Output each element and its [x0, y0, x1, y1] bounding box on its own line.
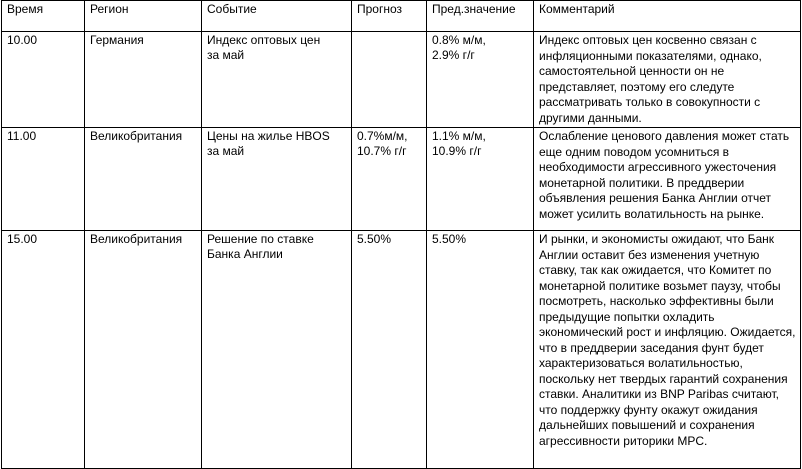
cell-time: 15.00	[2, 231, 85, 469]
header-row	[2, 1, 801, 32]
header-event: Событие	[202, 1, 352, 32]
header-previous: Пред.значение	[427, 1, 534, 32]
table-row	[2, 32, 801, 128]
cell-event: Индекс оптовых цен за май	[202, 32, 352, 128]
cell-previous: 1.1% м/м, 10.9% г/г	[427, 128, 534, 231]
cell-time: 10.00	[2, 32, 85, 128]
header-forecast: Прогноз	[352, 1, 427, 32]
cell-time: 11.00	[2, 128, 85, 231]
cell-event: Решение по ставке Банка Англии	[202, 231, 352, 469]
header-time: Время	[2, 1, 85, 32]
cell-event: Цены на жилье HBOS за май	[202, 128, 352, 231]
cell-comment: И рынки, и экономисты ожидают, что Банк Англии оставит без изменения учетную ставку, так как ожидается, что Комитет по монетарной политике возьмет паузу, чтобы посмотреть, насколько эффективны были предыдущие попытки охладить экономический рост и инфляцию. Ожидается, что в преддверии заседания фунт будет характеризоваться волатильностью, поскольку нет твердых гарантий сохранения ставки. Аналитики из BNP Paribas считают, что поддержку фунту окажут ожидания дальнейших повышений и сохранения агрессивности риторики MPC.	[534, 231, 801, 469]
cell-forecast: 5.50%	[352, 231, 427, 469]
cell-previous: 5.50%	[427, 231, 534, 469]
cell-region: Великобритания	[85, 231, 202, 469]
table-row	[2, 231, 801, 469]
cell-forecast	[352, 32, 427, 128]
cell-previous: 0.8% м/м, 2.9% г/г	[427, 32, 534, 128]
cell-region: Германия	[85, 32, 202, 128]
header-comment: Комментарий	[534, 1, 801, 32]
cell-forecast: 0.7%м/м, 10.7% г/г	[352, 128, 427, 231]
cell-comment: Индекс оптовых цен косвенно связан с инфляционными показателями, однако, самостоятельной ценности он не представляет, поэтому его следуте рассматривать только в совокупности с другими данными.	[534, 32, 801, 128]
economic-calendar-table	[1, 0, 801, 469]
cell-region: Великобритания	[85, 128, 202, 231]
header-region: Регион	[85, 1, 202, 32]
table-row	[2, 128, 801, 231]
cell-comment: Ослабление ценового давления может стать еще одним поводом усомниться в необходимости агрессивного ужесточения монетарной политики. В преддверии объявления решения Банка Англии отчет может усилить волатильность на рынке.	[534, 128, 801, 231]
